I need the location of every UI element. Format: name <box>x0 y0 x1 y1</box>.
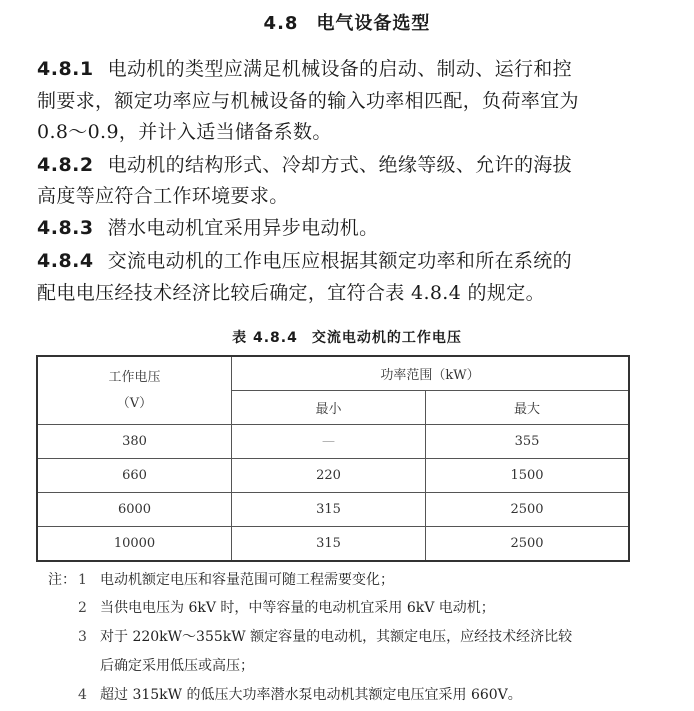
cell-voltage: 10000 <box>37 527 232 562</box>
header-voltage-unit: （V） <box>116 395 153 411</box>
cell-max: 2500 <box>426 493 630 527</box>
note-3 <box>48 627 572 647</box>
table-number: 表 4.8.4 <box>232 330 298 346</box>
cell-min: 220 <box>232 459 426 493</box>
header-voltage <box>37 356 232 425</box>
clause-4-8-1-line-2: 制要求，额定功率应与机械设备的输入功率相匹配，负荷率宜为 <box>37 90 579 112</box>
note-3-cont <box>48 656 254 676</box>
cell-min: — <box>232 425 426 459</box>
clause-4-8-2-line-1 <box>37 153 572 177</box>
note-text: 后确定采用低压或高压； <box>100 658 254 674</box>
note-number: 1 <box>78 572 87 588</box>
clause-4-8-3-line-1 <box>37 216 379 240</box>
note-text: 超过 315kW 的低压大功率潜水泵电动机其额定电压宜采用 660V。 <box>100 687 522 703</box>
clause-number: 4.8.2 <box>37 154 94 176</box>
table-row <box>37 459 629 493</box>
table-header-row <box>37 356 629 391</box>
header-power: 功率范围（kW） <box>232 356 630 391</box>
cell-min: 315 <box>232 493 426 527</box>
clause-4-8-4-line-1 <box>37 249 572 273</box>
clause-text: 电动机的结构形式、冷却方式、绝缘等级、允许的海拔 <box>107 154 573 176</box>
cell-max: 2500 <box>426 527 630 562</box>
section-heading: 电气设备选型 <box>316 13 431 34</box>
clause-number: 4.8.4 <box>37 250 94 272</box>
clause-number: 4.8.1 <box>37 58 94 80</box>
table-row <box>37 493 629 527</box>
clause-4-8-2-line-2: 高度等应符合工作环境要求。 <box>37 185 289 207</box>
note-2 <box>48 598 495 618</box>
header-min: 最小 <box>232 391 426 425</box>
cell-voltage: 6000 <box>37 493 232 527</box>
table-row <box>37 527 629 562</box>
clause-4-8-1-line-1 <box>37 57 572 81</box>
cell-voltage: 660 <box>37 459 232 493</box>
table-caption <box>0 327 694 347</box>
clause-text: 潜水电动机宜采用异步电动机。 <box>107 217 379 239</box>
cell-min: 315 <box>232 527 426 562</box>
notes-label: 注： <box>48 572 76 588</box>
clause-4-8-1-line-3: 0.8～0.9，并计入适当储备系数。 <box>37 121 332 143</box>
note-4 <box>48 685 522 705</box>
clause-text: 交流电动机的工作电压应根据其额定功率和所在系统的 <box>107 250 573 272</box>
note-1 <box>48 570 394 590</box>
note-number: 4 <box>78 687 87 703</box>
note-number: 3 <box>78 629 87 645</box>
cell-voltage: 380 <box>37 425 232 459</box>
section-title <box>0 9 694 35</box>
cell-max: 355 <box>426 425 630 459</box>
clause-number: 4.8.3 <box>37 217 94 239</box>
note-text: 电动机额定电压和容量范围可随工程需要变化； <box>100 572 394 588</box>
header-max: 最大 <box>426 391 630 425</box>
header-voltage-label: 工作电压 <box>108 369 161 385</box>
cell-max: 1500 <box>426 459 630 493</box>
note-text: 当供电电压为 6kV 时，中等容量的电动机宜采用 6kV 电动机； <box>100 600 495 616</box>
voltage-table <box>36 355 630 562</box>
table-title: 交流电动机的工作电压 <box>311 330 462 346</box>
note-number: 2 <box>78 600 87 616</box>
table-row <box>37 425 629 459</box>
clause-text: 电动机的类型应满足机械设备的启动、制动、运行和控 <box>107 58 573 80</box>
section-number: 4.8 <box>263 13 299 34</box>
clause-4-8-4-line-2: 配电电压经技术经济比较后确定，宜符合表 4.8.4 的规定。 <box>37 282 545 304</box>
note-text: 对于 220kW～355kW 额定容量的电动机，其额定电压，应经技术经济比较 <box>100 629 573 645</box>
